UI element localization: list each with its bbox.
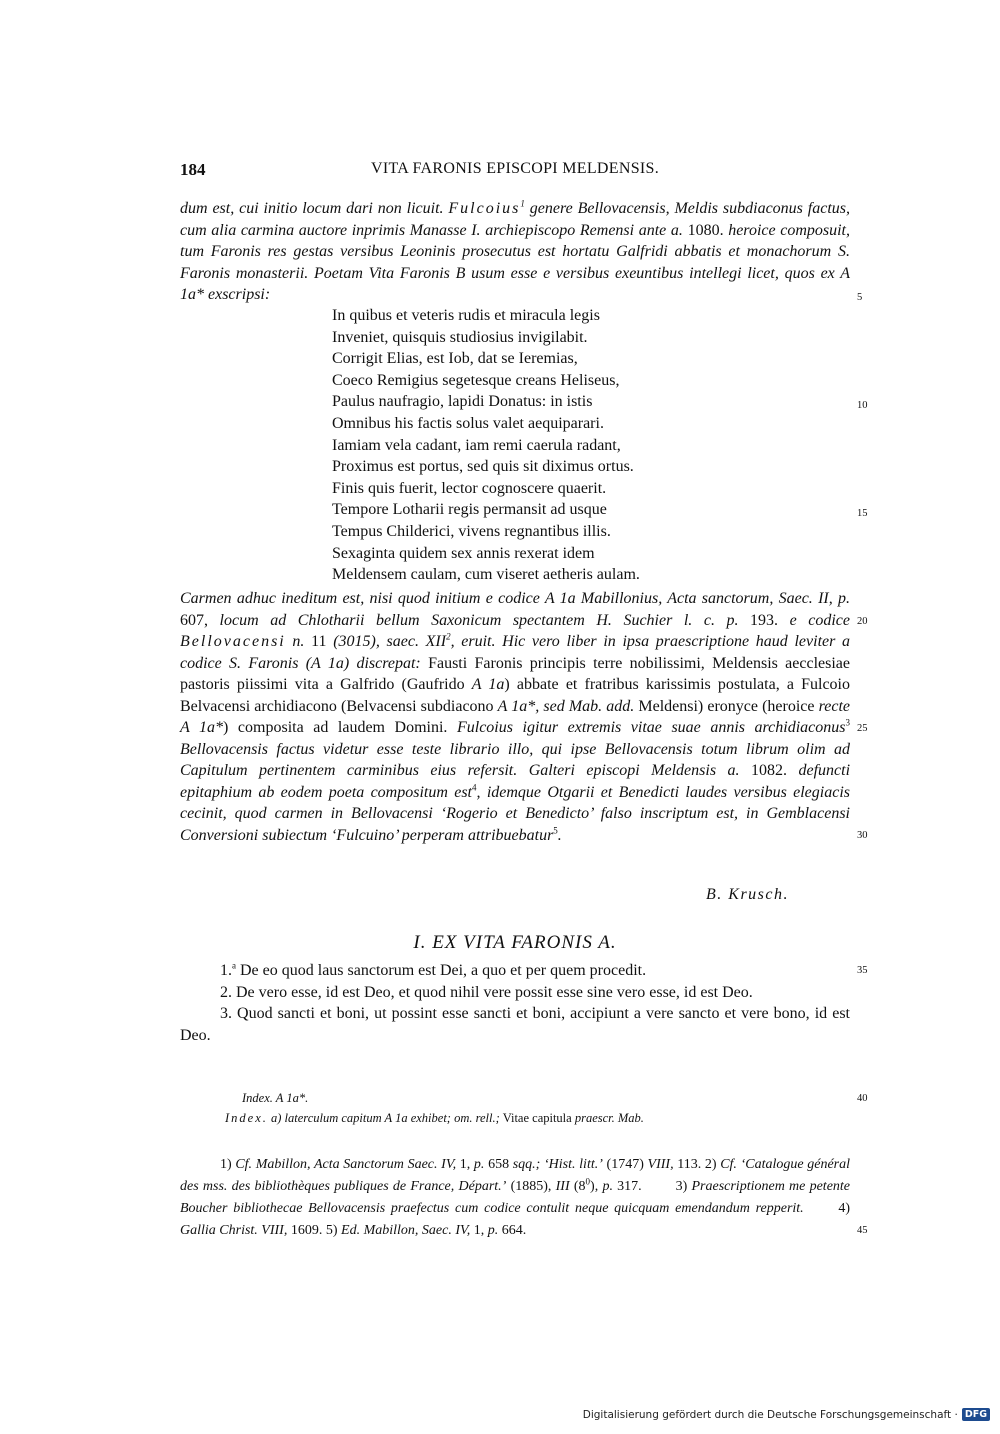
capitulum-number: 2. [220,983,232,1001]
commentary-text: Meldensi) eronyce (heroice [634,697,819,715]
footnote-text: (8 [569,1179,586,1194]
verse-line: Meldensem caulam, cum viseret aetheris aulam. [332,566,640,584]
footnotes [180,1154,850,1242]
verse-line: Tempus Childerici, vivens regnantibus illis. [332,522,611,540]
digitization-footer [583,1408,990,1421]
verse-line: Finis quis fuerit, lector cognoscere quaerit. [332,479,607,497]
line-number: 30 [857,830,868,841]
footnote-text: Cf. ‘Catalogue général des mss. des bibliothèques publiques de France, Départ.’ [180,1157,851,1194]
commentary-text: Carmen adhuc ineditum est, nisi quod initium e codice A 1a Mabillonius, Acta sanctorum, Saec. II, p. [180,590,850,607]
verse-line: Tempore Lotharii regis permansit ad usque [332,501,607,519]
line-number: 10 [857,400,868,411]
footnote-text: Cf. Mabillon, Acta Sanctorum Saec. IV, [235,1157,457,1172]
footnote-text: III [555,1179,570,1194]
footnote-text: 1, [456,1157,474,1172]
commentary-text: defuncti epitaphium ab eodem poeta compositum est [180,762,851,801]
line-number: 45 [857,1225,868,1236]
verse-line: Iamiam vela cadant, iam remi caerula radant, [332,436,621,454]
verse-line: Corrigit Elias, est Iob, dat se Ieremias, [332,350,578,368]
verse-line: Paulus naufragio, lapidi Donatus: in istis [332,393,593,411]
footnote-text: 664. [498,1223,527,1238]
commentary-text: e codice [789,611,850,629]
verse-line: Sexaginta quidem sex annis rexerat idem [332,544,595,562]
commentary-text: ) composita ad laudem Domini. [223,719,457,736]
author-name-fulcoius: Fulcoius [448,200,521,217]
superscript: 2 [446,631,451,642]
apparatus-text: a) laterculum capitum A 1a exhibet; om. rell.; [267,1111,500,1125]
poem-verses [332,305,832,586]
apparatus-mark: a [232,960,236,971]
footnote-text: Gallia Christ. VIII, [180,1223,288,1238]
commentary-text: locum ad Chlotharii bellum Saxonicum spectantem H. Suchier l. c. p. [219,611,739,629]
section-title: I. EX VITA FARONIS A. [413,932,617,953]
verse-line: Omnibus his factis solus valet aequiparari. [332,414,604,432]
commentary-text: Fulcoius igitur extremis vitae suae annis archidiaconus [456,719,846,736]
footnote-number: 3) [675,1179,692,1194]
apparatus-line [163,1108,850,1128]
footnote-text: 113. 2) [673,1157,721,1172]
commentary-text: A 1a*, sed Mab. add. [497,697,635,715]
capitulum-item [180,982,850,1004]
line-number: 40 [857,1093,868,1104]
verse-line: Proximus est portus, sed quis sit diximus ortus. [332,458,634,476]
commentary-text: , eruit. Hic vero liber in ipsa praescriptione haud leviter a codice S. Faronis (A 1a) discrepat: [180,633,851,672]
footnote-number: 5) [325,1223,342,1238]
capitulum-text: Quod sancti et boni, ut possint esse sancti et boni, accipiunt a vere sancto et vere bono, id est Deo. [180,1005,850,1044]
line-number: 35 [857,965,868,976]
commentary-text: Bellovacensis factus videtur esse teste librario illo, qui ipse Bellovacensis totum librum olim ad Capitulum pertinentem carminibus eius refersit. Galteri episcopi Meldensis a. [180,740,850,779]
footnote-text: sqq.; ‘Hist. litt.’ [512,1157,603,1172]
apparatus-text: Vitae capitula [499,1111,575,1125]
footer-text: Digitalisierung gefördert durch die Deutsche Forschungsgemeinschaft · [582,1408,958,1421]
intro-paragraph [180,198,850,306]
capitula-list [180,960,850,1046]
commentary-text: (3015), saec. XII [333,633,447,650]
codex-name: Bellovacensi [180,633,286,650]
line-number: 5 [857,292,863,303]
commentary-text: n. [285,633,305,650]
footnote-number: 4) [838,1201,851,1216]
commentary-text: A 1a [471,676,505,693]
intro-text-3: heroice composuit, tum Faronis res gestas versibus Leoninis prosecutus est hortatu Galfridi abbatis et monachorum S. Faronis monasterii. Poetam Vita Faronis B usum esse e versibus exeuntibus intellegi licet, quos ex A 1a* exscripsi: [180,221,850,303]
dfg-logo: DFG [962,1408,990,1421]
commentary-text: recte A 1a* [180,697,851,736]
intro-year: 1080. [682,221,729,239]
apparatus-line: Index. A 1a*. [242,1091,309,1105]
footnote-text: VIII, [647,1157,674,1172]
footnote-text: p. [473,1157,485,1172]
footnote-text: (1747) [602,1157,648,1172]
capitulum-text: De vero esse, id est Deo, et quod nihil vere possit esse sine vero esse, id est Deo. [232,983,753,1001]
footnote-ref: 1 [520,198,525,209]
footnote-text: p. [487,1223,499,1238]
footnote-text: Praescriptionem me petente Boucher bibliothecae Bellovacensis praefectus cum codice contulit neque quicquam emendandum repperit. [180,1179,851,1216]
intro-text-1: dum est, cui initio locum dari non licuit. [180,200,444,217]
footnote-text: (1885), [506,1179,556,1194]
line-number: 15 [857,508,868,519]
commentary-paragraph [180,588,850,846]
line-number: 20 [857,616,868,627]
apparatus-text: praescr. Mab. [574,1111,644,1125]
commentary-text: . [557,826,562,844]
apparatus-label: Index. [225,1111,268,1125]
superscript: 0 [585,1176,591,1187]
verse-line: In quibus et veteris rudis et miracula legis [332,307,600,324]
verse-line: Inveniet, quisquis studiosius invigilabit. [332,328,588,346]
footnote-text: 658 [484,1157,513,1172]
page-header [180,160,850,184]
footnote-text: p. [602,1179,613,1194]
running-title: VITA FARONIS EPISCOPI MELDENSIS. [370,160,660,177]
commentary-text: Fausti Faronis principis terre nobilissimi, Meldensis aecclesiae pastoris piissimi vita a Galfrido (Gaufrido [180,654,851,693]
editor-signature: B. Krusch. [706,886,789,903]
verse-line: Coeco Remigius segetesque creans Heliseus, [332,371,620,389]
page-number: 184 [180,160,206,179]
footnote-number: 1) [220,1157,236,1172]
footnote-text: Ed. Mabillon, Saec. IV, [341,1223,471,1238]
commentary-text: 11 [304,633,334,650]
capitulum-number: 1. [220,962,232,979]
intro-text-2: genere Bellovacensis, Meldis subdiaconus factus, cum alia carmina auctore inprimis Manasse I. archiepiscopo Remensi ante a. [180,200,851,239]
critical-apparatus [180,1088,850,1128]
commentary-text: 193. [738,611,790,629]
line-number: 25 [857,723,868,734]
footnote-ref: 3 [845,717,850,728]
footnote-text: 1, [470,1223,488,1238]
commentary-text: 607, [180,611,220,629]
capitulum-text: De eo quod laus sanctorum est Dei, a quo et per quem procedit. [236,962,647,979]
commentary-text: ) abbate et fratribus karissimis postulata, a Fulcoio Belvacensi archidiacono (Belvacensi subdiacono [180,676,850,715]
commentary-text: , idemque Otgarii et Benedicti laudes versibus elegiacis cecinit, quod carmen in Bellovacensi ‘Rogerio et Benedicto’ falso inscriptum est, in Gemblacensi Conversioni subiectum ‘Fulcuino’ perperam attribuebatur [180,783,850,844]
footnote-ref: 4 [472,782,477,793]
capitulum-item [180,960,850,982]
footnote-ref: 5 [553,825,558,836]
footnote-text: 1609. [287,1223,323,1238]
footnote-text: 317. [612,1179,642,1194]
commentary-text: 1082. [739,762,799,779]
footnote-text: ), [590,1179,603,1194]
capitulum-number: 3. [220,1005,232,1022]
capitulum-item [180,1003,850,1046]
